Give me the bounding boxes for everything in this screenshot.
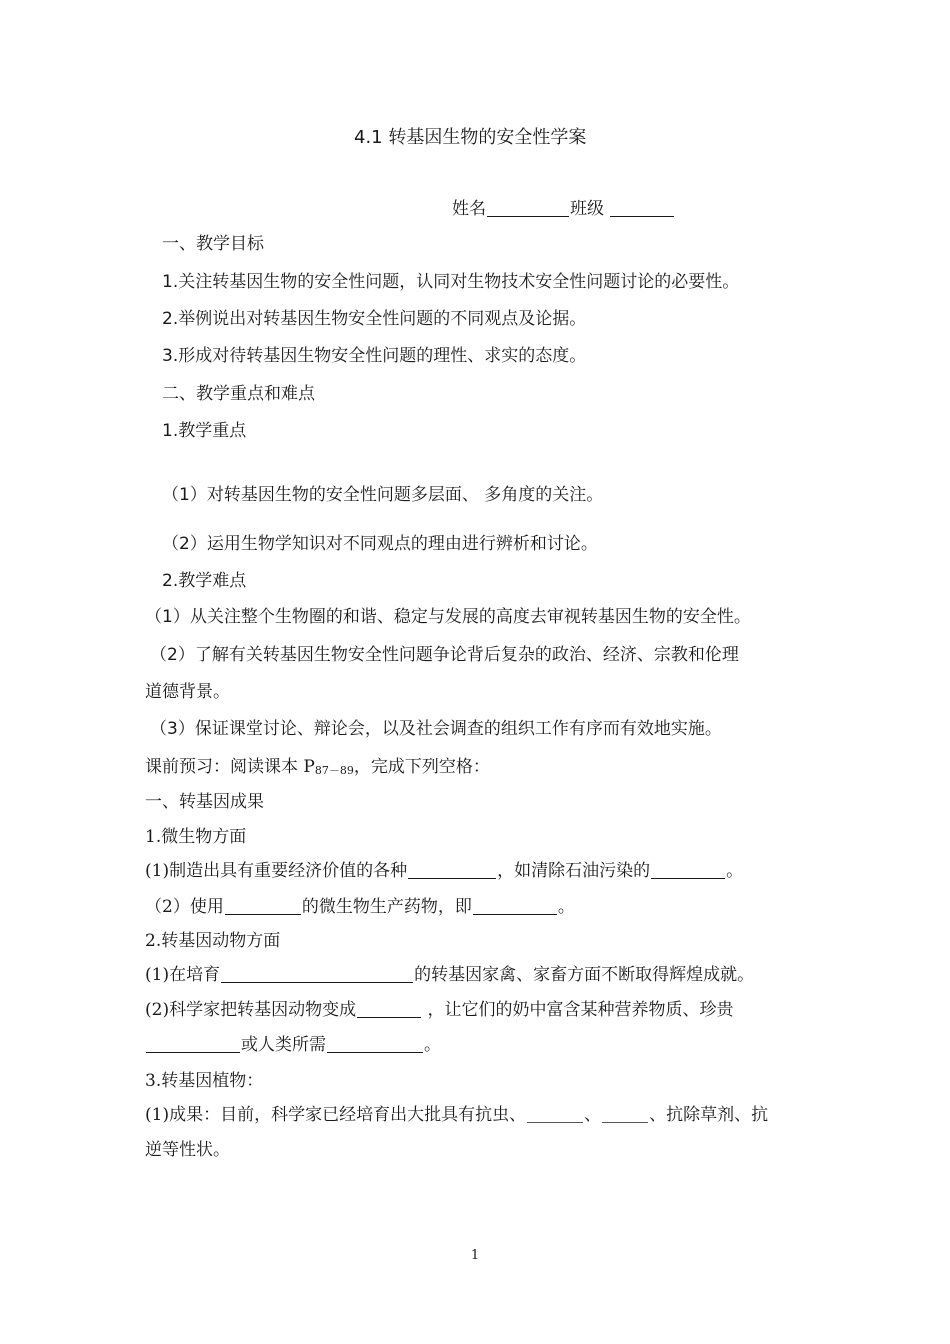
fill-blank[interactable] [225,897,301,915]
page-title: 4.1 转基因生物的安全性学案 [354,127,587,148]
difficulty-item-cont: 道德背景。 [145,682,230,702]
fill-line: 或人类所需 。 [145,1034,441,1056]
fill-blank[interactable] [602,1105,648,1123]
subsection-heading: 1.微生物方面 [145,827,247,847]
section-heading: 二、教学重点和难点 [162,384,315,404]
preview-intro: 课前预习：阅读课本 P87－89，完成下列空格： [145,757,490,777]
key-point-item: （1）对转基因生物的安全性问题多层面、 多角度的关注。 [162,485,604,505]
fill-blank[interactable] [327,1035,423,1053]
fill-blank[interactable] [473,897,557,915]
fill-blank[interactable] [408,861,496,879]
objective-item: 3.形成对待转基因生物安全性问题的理性、求实的态度。 [162,346,587,366]
subsection-heading: 3.转基因植物： [145,1071,264,1091]
fill-line: (1)成果：目前，科学家已经培育出大批具有抗虫、 、 、抗除草剂、抗 [145,1105,769,1125]
fill-line-cont: 逆等性状。 [145,1140,230,1160]
page-range: 87－89 [314,764,354,777]
fill-blank[interactable] [221,965,413,983]
class-label: 班级 [570,199,604,219]
name-class-line [452,198,675,220]
subsection-heading: 2.教学难点 [162,571,247,591]
objective-item: 1.关注转基因生物的安全性问题，认同对生物技术安全性问题讨论的必要性。 [162,272,740,292]
fill-blank[interactable] [527,1105,583,1123]
difficulty-item: （3）保证课堂讨论、辩论会，以及社会调查的组织工作有序而有效地实施。 [150,719,722,739]
fill-line: (2)科学家把转基因动物变成 ，让它们的奶中富含某种营养物质、珍贵 [145,1000,734,1020]
name-blank[interactable] [487,199,569,217]
section-heading: 一、教学目标 [162,234,264,254]
fill-blank[interactable] [146,1035,240,1053]
objective-item: 2.举例说出对转基因生物安全性问题的不同观点及论据。 [162,309,587,329]
name-label: 姓名 [452,199,486,219]
page-number: 1 [470,1248,480,1263]
fill-blank[interactable] [651,861,725,879]
fill-line: （2）使用 的微生物生产药物，即 。 [145,897,575,917]
subsection-heading: 1.教学重点 [162,421,247,441]
key-point-item: （2）运用生物学知识对不同观点的理由进行辨析和讨论。 [162,534,598,554]
fill-blank[interactable] [357,1000,421,1018]
subsection-heading: 2.转基因动物方面 [145,931,281,951]
difficulty-item: （2）了解有关转基因生物安全性问题争论背后复杂的政治、经济、宗教和伦理 [150,645,739,665]
fill-line: (1)制造出具有重要经济价值的各种 ，如清除石油污染的 。 [145,861,744,881]
section-heading: 一、转基因成果 [145,792,264,812]
fill-line: (1)在培育 的转基因家禽、家畜方面不断取得辉煌成就。 [145,965,755,985]
class-blank[interactable] [610,199,674,217]
difficulty-item: （1）从关注整个生物圈的和谐、稳定与发展的高度去审视转基因生物的安全性。 [145,607,751,627]
